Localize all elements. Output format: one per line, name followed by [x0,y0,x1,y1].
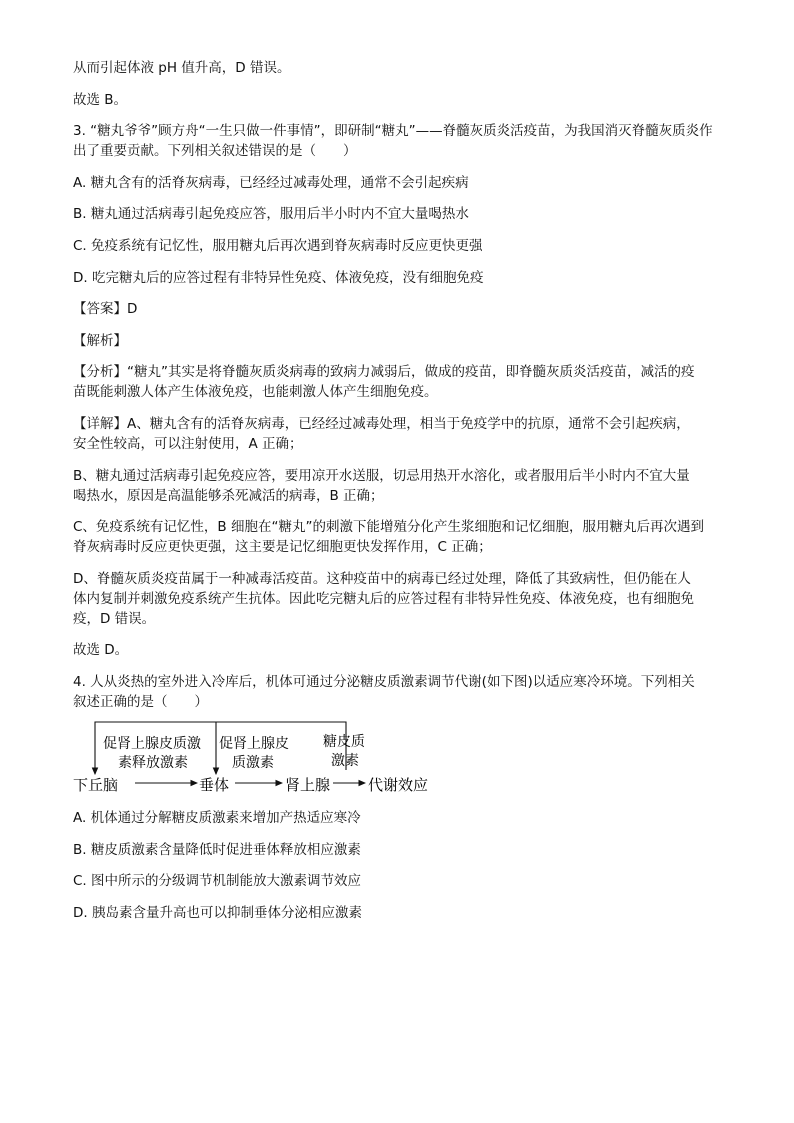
detail-d: D、脊髓灰质炎疫苗属于一种减毒活疫苗。这种疫苗中的病毒已经过处理，降低了其致病性，但仍能在人 [73,570,691,587]
answer-choice: 故选 D。 [73,642,129,659]
q4-option-a: A. 机体通过分解糖皮质激素来增加产热适应寒冷 [73,809,361,826]
node-adrenal: 肾上腺 [285,775,331,794]
label-acth-cont: 质激素 [232,754,274,771]
option-d: D. 吃完糖丸后的应答过程有非特异性免疫、体液免疫，没有细胞免疫 [73,269,484,286]
detail-d-cont: 体内复制并刺激免疫系统产生抗体。因此吃完糖丸后的应答过程有非特异性免疫、体液免疫，也有细胞免 [73,590,694,607]
answer-label: 【答案】D [73,301,138,318]
label-crh: 促肾上腺皮质激 [103,735,201,752]
node-pituitary: 垂体 [199,775,230,794]
detail-c-cont: 脊灰病毒时反应更快更强，这主要是记忆细胞更快发挥作用，C 正确； [73,539,492,556]
text-line: 从而引起体液 pH 值升高，D 错误。 [73,60,291,76]
text-line: 故选 B。 [73,91,128,108]
node-hypothalamus: 下丘脑 [73,775,119,794]
document-page [73,58,721,934]
option-c: C. 免疫系统有记忆性，服用糖丸后再次遇到脊灰病毒时反应更快更强 [73,237,483,254]
option-a: A. 糖丸含有的活脊灰病毒，已经经过减毒处理，通常不会引起疾病 [73,174,469,191]
label-glucocorticoid-cont: 激素 [331,752,359,769]
analysis-text-cont: 苗既能刺激人体产生体液免疫，也能刺激人体产生细胞免疫。 [73,384,438,401]
detail-c: C、免疫系统有记忆性，B 细胞在“糖丸”的刺激下能增殖分化产生浆细胞和记忆细胞，服用糖丸后再次遇到 [73,519,704,536]
hormone-regulation-diagram [73,720,721,802]
detail-b-cont: 喝热水，原因是高温能够杀死减活的病毒，B 正确； [73,487,384,504]
question-4-stem: 4. 人从炎热的室外进入冷库后，机体可通过分泌糖皮质激素调节代谢(如下图)以适应寒冷环境。下列相关 [73,673,695,690]
label-crh-cont: 素释放激素 [118,754,188,771]
question-3-stem-cont: 出了重要贡献。下列相关叙述错误的是（ ） [73,143,357,160]
diagram-svg [73,720,453,802]
question-4-stem-cont: 叙述正确的是（ ） [73,693,208,710]
q4-option-b: B. 糖皮质激素含量降低时促进垂体释放相应激素 [73,841,361,858]
question-3-stem: 3. “糖丸爷爷”顾方舟“一生只做一件事情”，即研制“糖丸”——脊髓灰质炎活疫苗，为我国消灭脊髓灰质炎作 [73,123,713,140]
q4-option-d: D. 胰岛素含量升高也可以抑制垂体分泌相应激素 [73,904,362,921]
detail-b: B、糖丸通过活病毒引起免疫应答，要用凉开水送服，切忌用热开水溶化，或者服用后半小时内不宜大量 [73,467,690,484]
detail-d-end: 疫，D 错误。 [73,610,156,627]
node-metabolic-effect: 代谢效应 [368,775,429,794]
label-acth: 促肾上腺皮 [219,735,289,752]
option-b: B. 糖丸通过活病毒引起免疫应答，服用后半小时内不宜大量喝热水 [73,206,469,223]
detail-a-cont: 安全性较高，可以注射使用，A 正确； [73,435,303,452]
analysis-text: 【分析】“糖丸”其实是将脊髓灰质炎病毒的致病力减弱后，做成的疫苗，即脊髓灰质炎活疫苗，减活的疫 [73,364,695,381]
detail-a: 【详解】A、糖丸含有的活脊灰病毒，已经经过减毒处理，相当于免疫学中的抗原，通常不会引起疾病， [73,415,690,432]
analysis-heading: 【解析】 [73,332,127,349]
q4-option-c: C. 图中所示的分级调节机制能放大激素调节效应 [73,873,362,890]
label-glucocorticoid: 糖皮质 [323,733,365,750]
